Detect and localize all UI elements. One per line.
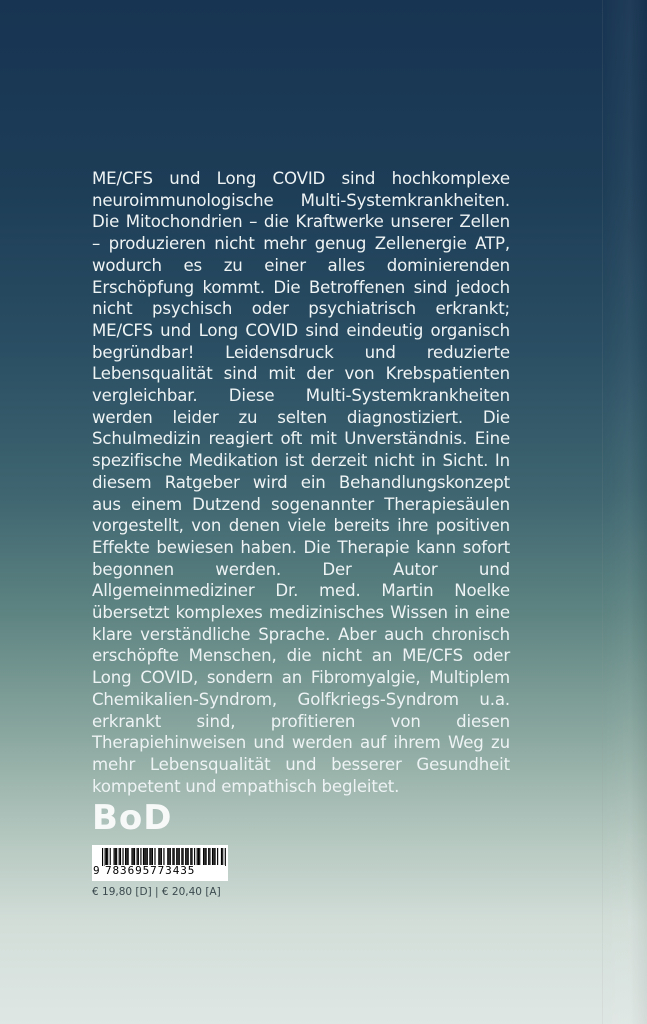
barcode-stripe (214, 848, 215, 866)
barcode-stripe (213, 848, 214, 866)
barcode-stripe (198, 848, 199, 866)
barcode-stripe (199, 848, 200, 866)
barcode-stripe (212, 848, 213, 866)
isbn-first-digit: 9 (93, 864, 100, 877)
barcode-stripe (221, 848, 222, 866)
barcode-stripe (225, 848, 226, 866)
barcode-stripe (208, 848, 209, 866)
barcode-stripe (102, 848, 103, 866)
barcode-stripe (217, 848, 218, 866)
barcode-stripe (204, 848, 205, 866)
price-label: € 19,80 [D] | € 20,40 [A] (92, 886, 221, 898)
barcode-stripe (206, 848, 207, 866)
publisher-logo: BoD (92, 798, 173, 838)
isbn-digits: 783695773435 (105, 865, 225, 877)
barcode-stripe (197, 848, 198, 866)
barcode-stripe (222, 848, 223, 866)
isbn-barcode (92, 845, 228, 881)
back-cover-blurb: ME/CFS und Long COVID sind hochkomplexe neuroimmunologische Multi-Systemkrankheiten. Die Mitochondrien – die Kraftwerke unserer Zellen – produzieren nicht mehr genug Zellenergie ATP, wodurch es zu einer alles dominierenden Erschöpfung kommt. Die Betroffenen sind jedoch nicht psychisch oder psychiatrisch erkrankt; ME/CFS und Long COVID sind eindeutig organisch begründbar! Leidensdruck und reduzierte Lebensqualität sind mit der von Krebspatienten vergleichbar. Diese Multi-Systemkrankheiten werden leider zu selten diagnostiziert. Die Schulmedizin reagiert oft mit Unverständnis. Eine spezifische Medikation ist derzeit nicht in Sicht. In diesem Ratgeber wird ein Behandlungskonzept aus einem Dutzend sogenannter Therapiesäulen vorgestellt, von denen viele bereits ihre positiven Effekte bewiesen haben. Die Therapie kann sofort begonnen werden. Der Autor und Allgemeinmediziner Dr. med. Martin Noelke übersetzt komplexes medizinisches Wissen in eine klare verständliche Sprache. Aber auch chronisch erschöpfte Menschen, die nicht an ME/CFS oder Long COVID, sondern an Fibromyalgie, Multiplem Chemikalien-Syndrom, Golfkriegs-Syndrom u.a. erkrankt sind, profitieren von diesen Therapiehinweisen und werden auf ihrem Weg zu mehr Lebensqualität und besserer Gesundheit kompetent und empathisch begleitet. (92, 169, 510, 796)
barcode-stripe (209, 848, 210, 866)
barcode-stripe (203, 848, 204, 866)
spine-edge (602, 0, 647, 1024)
